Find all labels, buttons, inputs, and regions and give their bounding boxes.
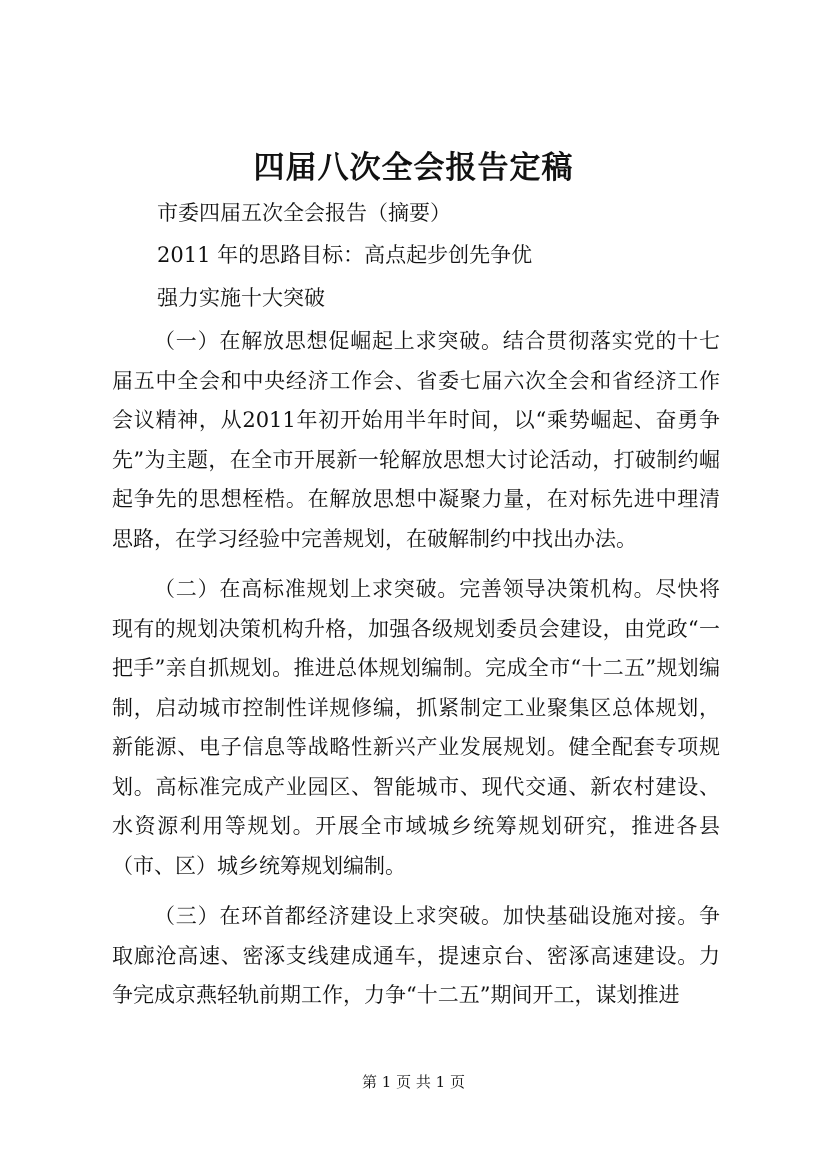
- document-title: 四届八次全会报告定稿: [253, 150, 574, 186]
- paragraph-1: （一）在解放思想促崛起上求突破。结合贯彻落实党的十七届五中全会和中央经济工作会、省委七届六次全会和省经济工作会议精神，从2011年初开始用半年时间，以“乘势崛起、奋勇争先”为主题，在全市开展新一轮解放思想大讨论活动，打破制约崛起争先的思想桎梏。在解放思想中凝聚力量，在对标先进中理清思路，在学习经验中完善规划，在破解制约中找出办法。: [112, 329, 720, 551]
- paragraph-3: （三）在环首都经济建设上求突破。加快基础设施对接。争取廊沧高速、密涿支线建成通车，提速京台、密涿高速建设。力争完成京燕轻轨前期工作，力争“十二五”期间开工，谋划推进: [112, 904, 720, 1007]
- goal-line: 2011 年的思路目标：高点起步创先争优: [157, 243, 533, 267]
- paragraph-2: （二）在高标准规划上求突破。完善领导决策机构。尽快将现有的规划决策机构升格，加强各级规划委员会建设，由党政“一把手”亲自抓规划。推进总体规划编制。完成全市“十二五”规划编制，启动城市控制性详规修编，抓紧制定工业聚集区总体规划，新能源、电子信息等战略性新兴产业发展规划。健全配套专项规划。高标准完成产业园区、智能城市、现代交通、新农村建设、水资源利用等规划。开展全市域城乡统筹规划研究，推进各县（市、区）城乡统筹规划编制。: [112, 577, 720, 878]
- subtitle-line: 市委四届五次全会报告（摘要）: [157, 201, 451, 225]
- section-heading: 强力实施十大突破: [157, 286, 325, 310]
- page-number-footer: 第 1 页 共 1 页: [362, 1073, 465, 1091]
